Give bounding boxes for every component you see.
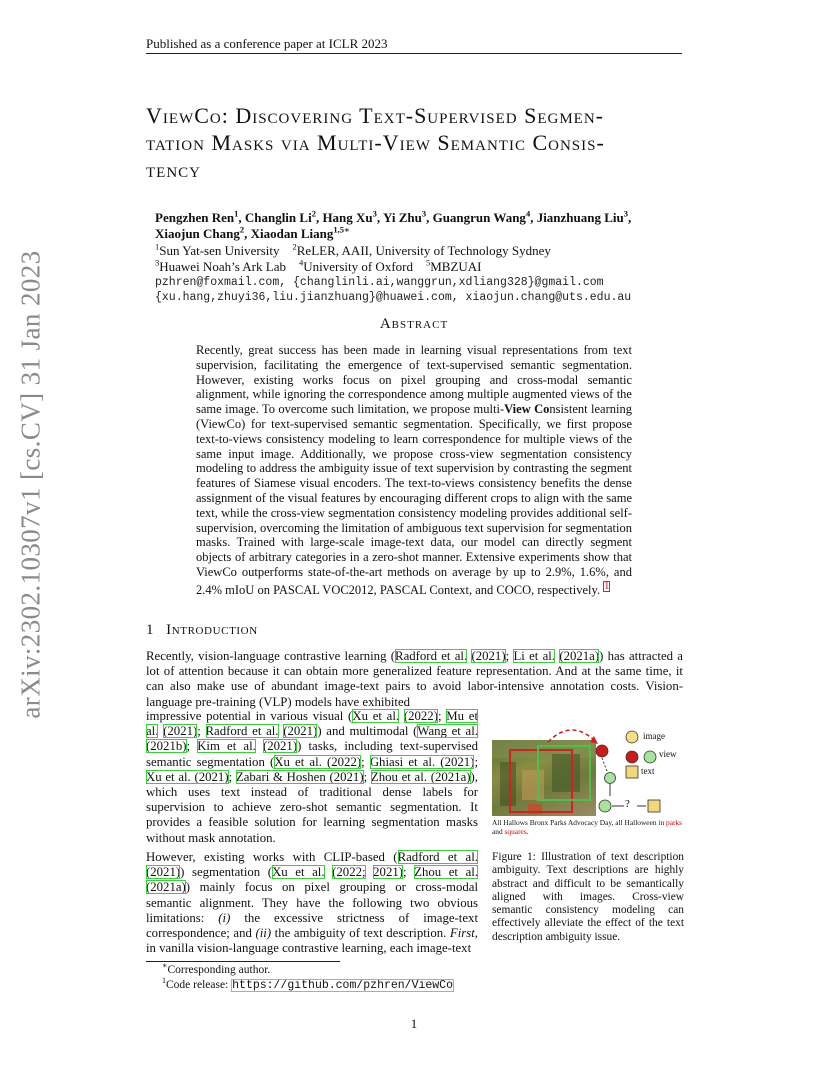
- body-text: ) has attracted a lot of attention because it can obtain more generalized feature representation. And at the same time, it can also make use of abundant image-text pairs to avoid labor-intensive annotation costs. Vision-language pre-training (VLP) models have exhibited: [146, 649, 683, 709]
- body-text: [325, 865, 333, 879]
- page-number: 1: [410, 1016, 418, 1031]
- affiliation: Huawei Noah’s Ark Lab: [159, 259, 286, 274]
- affil-mark: 1: [155, 241, 160, 252]
- body-text: ;: [363, 769, 371, 784]
- citation-link[interactable]: (2021): [163, 724, 198, 739]
- affil-mark: 4: [298, 257, 304, 268]
- caption-highlight: squares: [504, 827, 527, 836]
- citation-link[interactable]: (2022): [403, 709, 438, 723]
- body-text: ;: [197, 724, 206, 739]
- affiliation-line-1: [155, 243, 551, 259]
- email-line-2: {xu.hang,zhuyi36,liu.jianzhuang}@huawei.com, xiaojun.chang@uts.edu.au: [155, 291, 632, 304]
- figure-photo-caption: [492, 818, 692, 836]
- intro-paragraph-1: [146, 649, 683, 710]
- citation-link[interactable]: Xu et al. (2021): [146, 769, 229, 784]
- affiliation: MBZUAI: [430, 259, 482, 274]
- affil-mark: 2: [292, 241, 297, 252]
- citation-link[interactable]: Kim et al.: [197, 739, 256, 754]
- caption-text: All Hallows Bronx Parks Advocacy Day, all Halloween in: [492, 818, 666, 827]
- email-line-1: pzhren@foxmail.com, {changlinli.ai,wanggrun,xdliang328}@gmail.com: [155, 276, 604, 289]
- abstract-body: [196, 343, 632, 598]
- abstract-heading: Abstract: [379, 316, 449, 332]
- emphasis: (ii): [255, 926, 272, 941]
- header-rule: [146, 53, 682, 54]
- body-text: impressive potential in various visual (: [146, 709, 353, 723]
- affil-mark: 3: [421, 208, 427, 219]
- running-header: Published as a conference paper at ICLR 2023: [146, 36, 388, 51]
- affiliation-line-2: [155, 259, 482, 275]
- citation-link[interactable]: (2021): [262, 739, 298, 754]
- citation-link[interactable]: (2021): [471, 649, 506, 663]
- footnote-text: Corresponding author.: [167, 964, 271, 976]
- author-list: Pengzhen Ren$^1$, Changlin Li$^2$, Hang Xu$^3$, Yi Zhu$^3$, Guangrun Wang$^4$, Jianzhuang Liu$^3$, Xiaojun Chang$^2$, Xiaodan Liang$^{1,5∗}$: [155, 208, 632, 241]
- citation-link[interactable]: Wang et al.: [417, 724, 478, 739]
- body-text: ;: [403, 865, 415, 880]
- footnote-mark: 1: [162, 976, 166, 986]
- legend-view-label: view: [659, 749, 677, 759]
- author: Pengzhen Ren: [155, 210, 235, 225]
- body-text: ;: [505, 649, 514, 663]
- author: Changlin Li: [244, 210, 312, 225]
- body-text: [256, 739, 263, 753]
- author: Xiaojun Chang: [155, 226, 240, 241]
- footnote-code: [162, 978, 454, 993]
- arxiv-id: arXiv:2302.10307v1 [cs.CV] 31 Jan 2023: [15, 249, 46, 719]
- title-line-1: ViewCo: Discovering Text-Supervised Segmen-: [146, 103, 604, 128]
- citation-link[interactable]: Zabari & Hoshen (2021): [235, 769, 364, 784]
- citation-link[interactable]: Zhou et al. (2021a): [370, 769, 471, 784]
- body-text: ;: [186, 739, 198, 754]
- citation-link[interactable]: Zhou et al. (2021a): [146, 865, 479, 895]
- caption-highlight: parks: [666, 818, 683, 827]
- footnote-text: Code release:: [166, 979, 232, 991]
- title-line-3: tency: [146, 157, 201, 182]
- affil-mark: 1,5∗: [333, 224, 350, 235]
- citation-link[interactable]: Mu et al.: [146, 709, 479, 739]
- citation-link[interactable]: (2022;: [332, 865, 366, 880]
- caption-text: .: [526, 827, 529, 836]
- intro-paragraph-2: [146, 850, 478, 956]
- body-text: ), which uses text instead of traditional dense labels for supervision to achieve zero-shot semantic segmentation. It provides a feasible solution for learning segmentation masks without mask annotation.: [146, 769, 478, 845]
- footnote-mark: ∗: [162, 961, 168, 971]
- citation-link[interactable]: 2021): [373, 865, 404, 880]
- author: Jianzhuang Liu: [536, 210, 624, 225]
- caption-text: and: [492, 827, 505, 836]
- abstract-bold: View Co: [504, 402, 550, 417]
- citation-link[interactable]: Li et al.: [513, 649, 556, 663]
- body-text: the excessive strictness of image-text correspondence; and: [146, 910, 479, 941]
- affil-mark: 3: [372, 208, 377, 219]
- body-text: ) mainly focus on pixel grouping or cross-modal semantic alignment. They have the following two obvious limitations:: [146, 880, 478, 925]
- affil-mark: 2: [311, 208, 316, 219]
- body-text: the ambiguity of text description.: [271, 926, 450, 941]
- legend-text-label: text: [641, 766, 655, 776]
- abstract-text: Recently, great success has been made in learning visual representations from text supervision, facilitating the emergence of text-supervised semantic segmentation. However, existing works focus on pixel grouping and cross-modal semantic alignment, while ignoring the correspondence among multiple augmented views of the same image. To overcome such limitation, we propose multi-: [196, 343, 632, 417]
- affil-mark: 4: [525, 208, 531, 219]
- body-text: ) segmentation (: [180, 865, 273, 880]
- intro-paragraph-1-cont: [146, 709, 478, 846]
- body-text: , in vanilla vision-language contrastive learning, each image-text: [146, 926, 478, 956]
- body-text: ;: [361, 754, 370, 769]
- body-text: ;: [474, 754, 478, 769]
- author: Yi Zhu: [382, 210, 422, 225]
- citation-link[interactable]: Xu et al. (2022): [274, 754, 362, 769]
- section-heading: [146, 622, 258, 639]
- body-text: ) and multimodal (: [317, 724, 418, 739]
- citation-link[interactable]: Xu et al.: [352, 709, 400, 723]
- author: Guangrun Wang: [432, 210, 526, 225]
- abstract-text: nsistent learning (ViewCo) for text-supervised semantic segmentation. Specifically, we first propose text-to-views consistency modeling to learn correspondence for multiple views of the same input image. Additionally, we propose cross-view segmentation consistency modeling to address the ambiguity issue of text supervision by contrasting the segment features of Siamese visual encoders. The text-to-views consistency benefits the dense assignment of the visual features by encouraging different crops to align with the same text, while the cross-view segmentation consistency modeling provides additional self-supervision, overcoming the limitation of ambiguous text supervision for segmentation masks. Trained with large-scale image-text data, our model can directly segment objects of arbitrary categories in a zero-shot manner. Extensive experiments show that ViewCo outperforms state-of-the-art methods on average by up to 2.9%, 1.6%, and 2.4% mIoU on PASCAL VOC2012, PASCAL Context, and COCO, respectively.: [196, 402, 632, 597]
- affil-mark: 3: [623, 208, 629, 219]
- footnote-corresponding: [162, 963, 270, 977]
- emphasis: (i): [218, 910, 231, 925]
- figure-1: [492, 720, 688, 820]
- affil-mark: 1: [234, 208, 239, 219]
- affil-mark: 2: [239, 224, 245, 235]
- body-text: However, existing works with CLIP-based (: [146, 850, 398, 864]
- affil-mark: 3: [155, 257, 160, 268]
- citation-link[interactable]: Xu et al.: [272, 865, 325, 880]
- citation-link[interactable]: Radford et al. (2021): [146, 850, 478, 880]
- body-text: Recently, vision-language contrastive learning (: [146, 649, 396, 663]
- body-text: ) tasks, including text-supervised semantic segmentation (: [146, 739, 479, 769]
- author: Hang Xu: [322, 210, 373, 225]
- affiliation: ReLER, AAII, University of Technology Sydney: [296, 243, 551, 258]
- author: Xiaodan Liang: [250, 226, 334, 241]
- section-title: Introduction: [166, 622, 258, 638]
- affiliation: Sun Yat-sen University: [159, 243, 280, 258]
- footnote-rule: [146, 961, 340, 962]
- code-url-link[interactable]: https://github.com/pzhren/ViewCo: [232, 979, 453, 992]
- affiliation: University of Oxford: [303, 259, 413, 274]
- affil-mark: 5: [425, 257, 431, 268]
- citation-link[interactable]: (2021b): [146, 739, 187, 754]
- emphasis: First: [449, 926, 475, 941]
- paper-title: [146, 102, 686, 183]
- citation-link[interactable]: (2021): [283, 724, 318, 739]
- citation-link[interactable]: Radford et al.: [205, 724, 279, 739]
- body-text: ;: [228, 769, 236, 784]
- citation-link[interactable]: Ghiasi et al. (2021): [369, 754, 475, 769]
- citation-link[interactable]: Radford et al.: [395, 649, 468, 663]
- section-number: 1: [146, 622, 155, 638]
- legend-image-label: image: [643, 731, 665, 741]
- query-mark: ?: [625, 798, 630, 810]
- figure-caption: Figure 1: Illustration of text description ambiguity. Text descriptions are highly abstract and difficult to be semantically aligned with images. Cross-view semantic consistency modeling can effectively alleviate the effect of the text description ambiguity issue.: [492, 851, 684, 943]
- title-line-2: tation Masks via Multi-View Semantic Consis-: [146, 130, 605, 155]
- arxiv-sidebar: [2, 249, 60, 719]
- footnote-link[interactable]: 1: [604, 580, 610, 592]
- citation-link[interactable]: (2021a): [559, 649, 600, 663]
- body-text: ;: [437, 709, 447, 723]
